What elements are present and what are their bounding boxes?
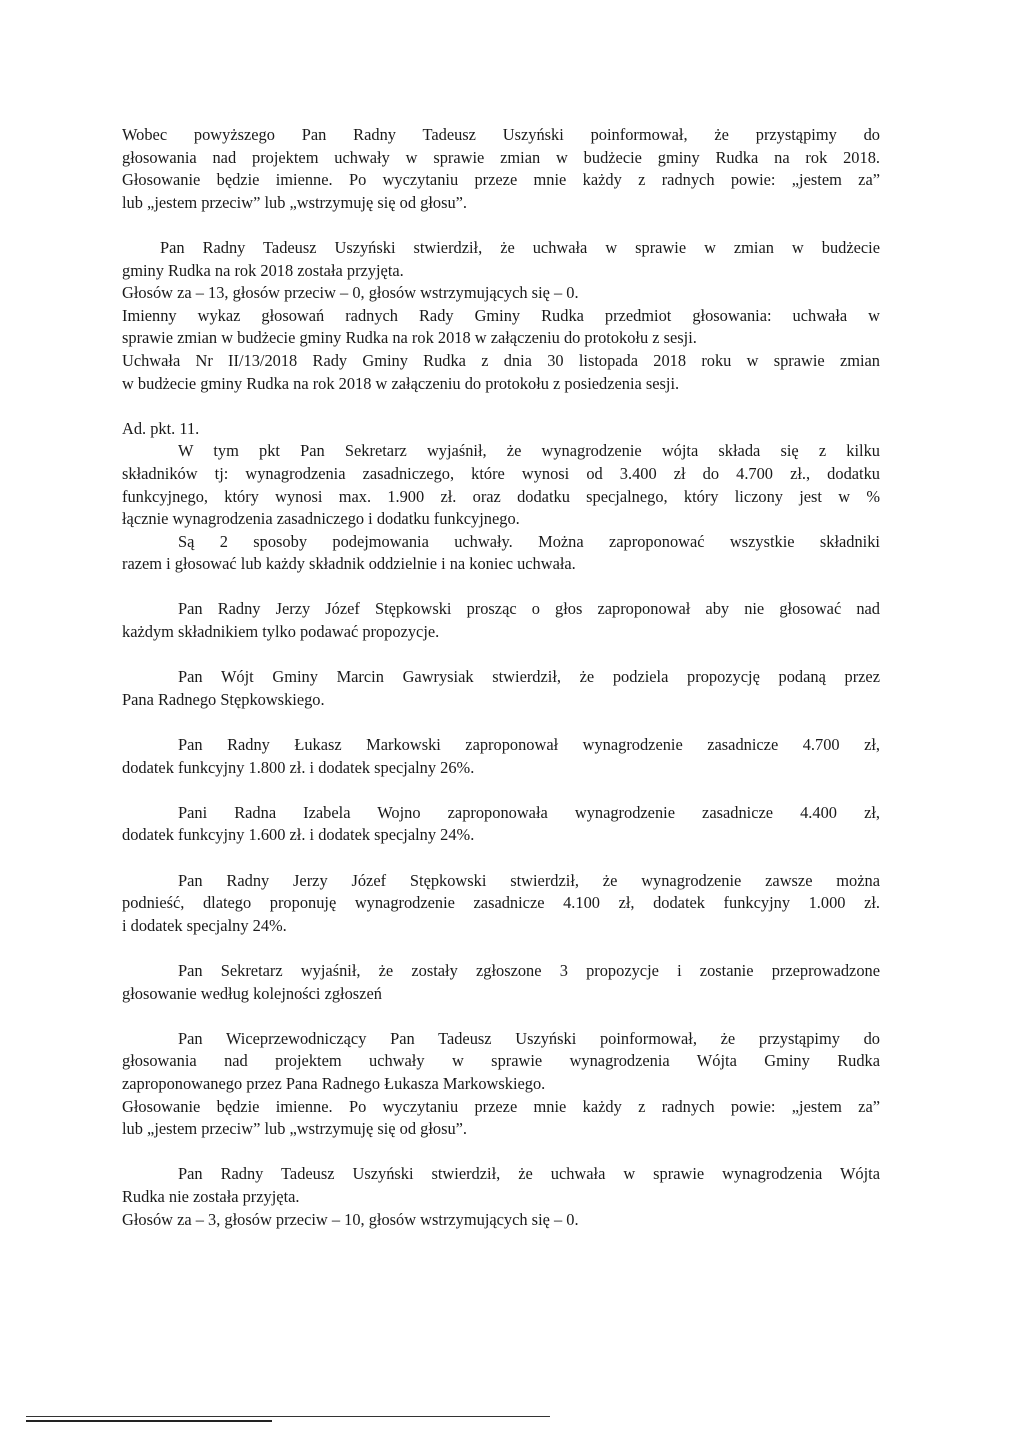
text-line: i dodatek specjalny 24%.	[122, 915, 287, 935]
text-line: Pan Sekretarz wyjaśnił, że zostały zgłoszone 3 propozycje i zostanie przeprowadzone	[178, 960, 880, 980]
paragraph-secretary-explanation	[122, 960, 880, 1005]
text-line: Rudka nie została przyjęta.	[122, 1186, 300, 1206]
text-line: Są 2 sposoby podejmowania uchwały. Można zaproponować wszystkie składniki	[178, 531, 880, 551]
text-line: razem i głosować lub każdy składnik oddzielnie i na koniec uchwała.	[122, 554, 576, 574]
text-line: lub „jestem przeciw” lub „wstrzymuję się od głosu”.	[122, 192, 468, 212]
text-line: Wobec powyższego Pan Radny Tadeusz Uszyński poinformował, że przystąpimy do	[122, 125, 880, 144]
text-line: Pan Radny Tadeusz Uszyński stwierdził, że uchwała w sprawie w zmian w budżecie	[160, 237, 880, 257]
text-line: Uchwała Nr II/13/2018 Rady Gminy Rudka z dnia 30 listopada 2018 roku w sprawie zmian	[122, 350, 880, 370]
text-line: głosowania nad projektem uchwały w sprawie zmian w budżecie gminy Rudka na rok 2018.	[122, 147, 880, 167]
text-line: składników tj: wynagrodzenia zasadniczego, które wynosi od 3.400 zł do 4.700 zł., dodatku	[122, 463, 880, 483]
paragraph-budget-result	[122, 237, 880, 395]
text-line: łącznie wynagrodzenia zasadniczego i dodatku funkcyjnego.	[122, 509, 520, 529]
text-line: funkcyjnego, który wynosi max. 1.900 zł. oraz dodatku specjalnego, który liczony jest w %	[122, 486, 880, 506]
text-line: Pani Radna Izabela Wojno zaproponowała wynagrodzenie zasadnicze 4.400 zł,	[178, 802, 880, 822]
paragraph-markowski-proposal	[122, 734, 880, 779]
paragraph-stepkowski-proposal	[122, 598, 880, 643]
text-line: Imienny wykaz głosowań radnych Rady Gminy Rudka przedmiot głosowania: uchwała w	[122, 305, 880, 325]
text-line: podnieść, dlatego proponuję wynagrodzenie zasadnicze 4.100 zł, dodatek funkcyjny 1.000 zł.	[122, 893, 880, 913]
text-line: głosowanie według kolejności zgłoszeń	[122, 983, 382, 1003]
text-line: lub „jestem przeciw” lub „wstrzymuję się od głosu”.	[122, 1119, 468, 1139]
text-line: Pan Wójt Gminy Marcin Gawrysiak stwierdził, że podziela propozycję podaną przez	[178, 667, 880, 687]
text-line: W tym pkt Pan Sekretarz wyjaśnił, że wynagrodzenie wójta składa się z kilku	[178, 441, 880, 461]
paragraph-agenda-point-11	[122, 418, 880, 576]
text-line: dodatek funkcyjny 1.600 zł. i dodatek specjalny 24%.	[122, 825, 475, 845]
footer-rule	[26, 1416, 550, 1417]
text-line: każdym składnikiem tylko podawać propozycje.	[122, 622, 440, 642]
paragraph-stepkowski-second-proposal	[122, 870, 880, 938]
text-line: gminy Rudka na rok 2018 została przyjęta.	[122, 260, 404, 280]
paragraph-wojt-statement	[122, 666, 880, 711]
text-line: Głosowanie będzie imienne. Po wyczytaniu przeze mnie każdy z radnych powie: „jestem za”	[122, 170, 880, 190]
text-line: głosowania nad projektem uchwały w sprawie wynagrodzenia Wójta Gminy Rudka	[122, 1051, 880, 1071]
text-line: Pan Radny Jerzy Józef Stępkowski prosząc o głos zaproponował aby nie głosować nad	[178, 599, 880, 619]
text-line: Pana Radnego Stępkowskiego.	[122, 689, 325, 709]
text-line: Pan Radny Tadeusz Uszyński stwierdził, że uchwała w sprawie wynagrodzenia Wójta	[178, 1164, 880, 1184]
paragraph-voting-announcement-2	[122, 1028, 880, 1141]
document-page	[122, 124, 880, 1231]
text-line: zaproponowanego przez Pana Radnego Łukasza Markowskiego.	[122, 1073, 546, 1093]
agenda-point-heading: Ad. pkt. 11.	[122, 418, 200, 438]
text-line: Głosowanie będzie imienne. Po wyczytaniu przeze mnie każdy z radnych powie: „jestem za”	[122, 1096, 880, 1116]
text-line: Pan Radny Łukasz Markowski zaproponował wynagrodzenie zasadnicze 4.700 zł,	[178, 735, 880, 755]
text-line: Głosów za – 3, głosów przeciw – 10, głosów wstrzymujących się – 0.	[122, 1209, 579, 1229]
text-line: dodatek funkcyjny 1.800 zł. i dodatek specjalny 26%.	[122, 757, 475, 777]
text-line: Głosów za – 13, głosów przeciw – 0, głosów wstrzymujących się – 0.	[122, 283, 579, 303]
text-line: Pan Wiceprzewodniczący Pan Tadeusz Uszyński poinformował, że przystąpimy do	[178, 1028, 880, 1048]
paragraph-voting-announcement-1	[122, 124, 880, 214]
text-line: sprawie zmian w budżecie gminy Rudka na rok 2018 w załączeniu do protokołu z sesji.	[122, 328, 697, 348]
paragraph-salary-vote-result	[122, 1163, 880, 1231]
text-line: w budżecie gminy Rudka na rok 2018 w załączeniu do protokołu z posiedzenia sesji.	[122, 373, 680, 393]
footer-rule-thick	[26, 1420, 272, 1422]
text-line: Pan Radny Jerzy Józef Stępkowski stwierdził, że wynagrodzenie zawsze można	[178, 870, 880, 890]
paragraph-wojno-proposal	[122, 802, 880, 847]
